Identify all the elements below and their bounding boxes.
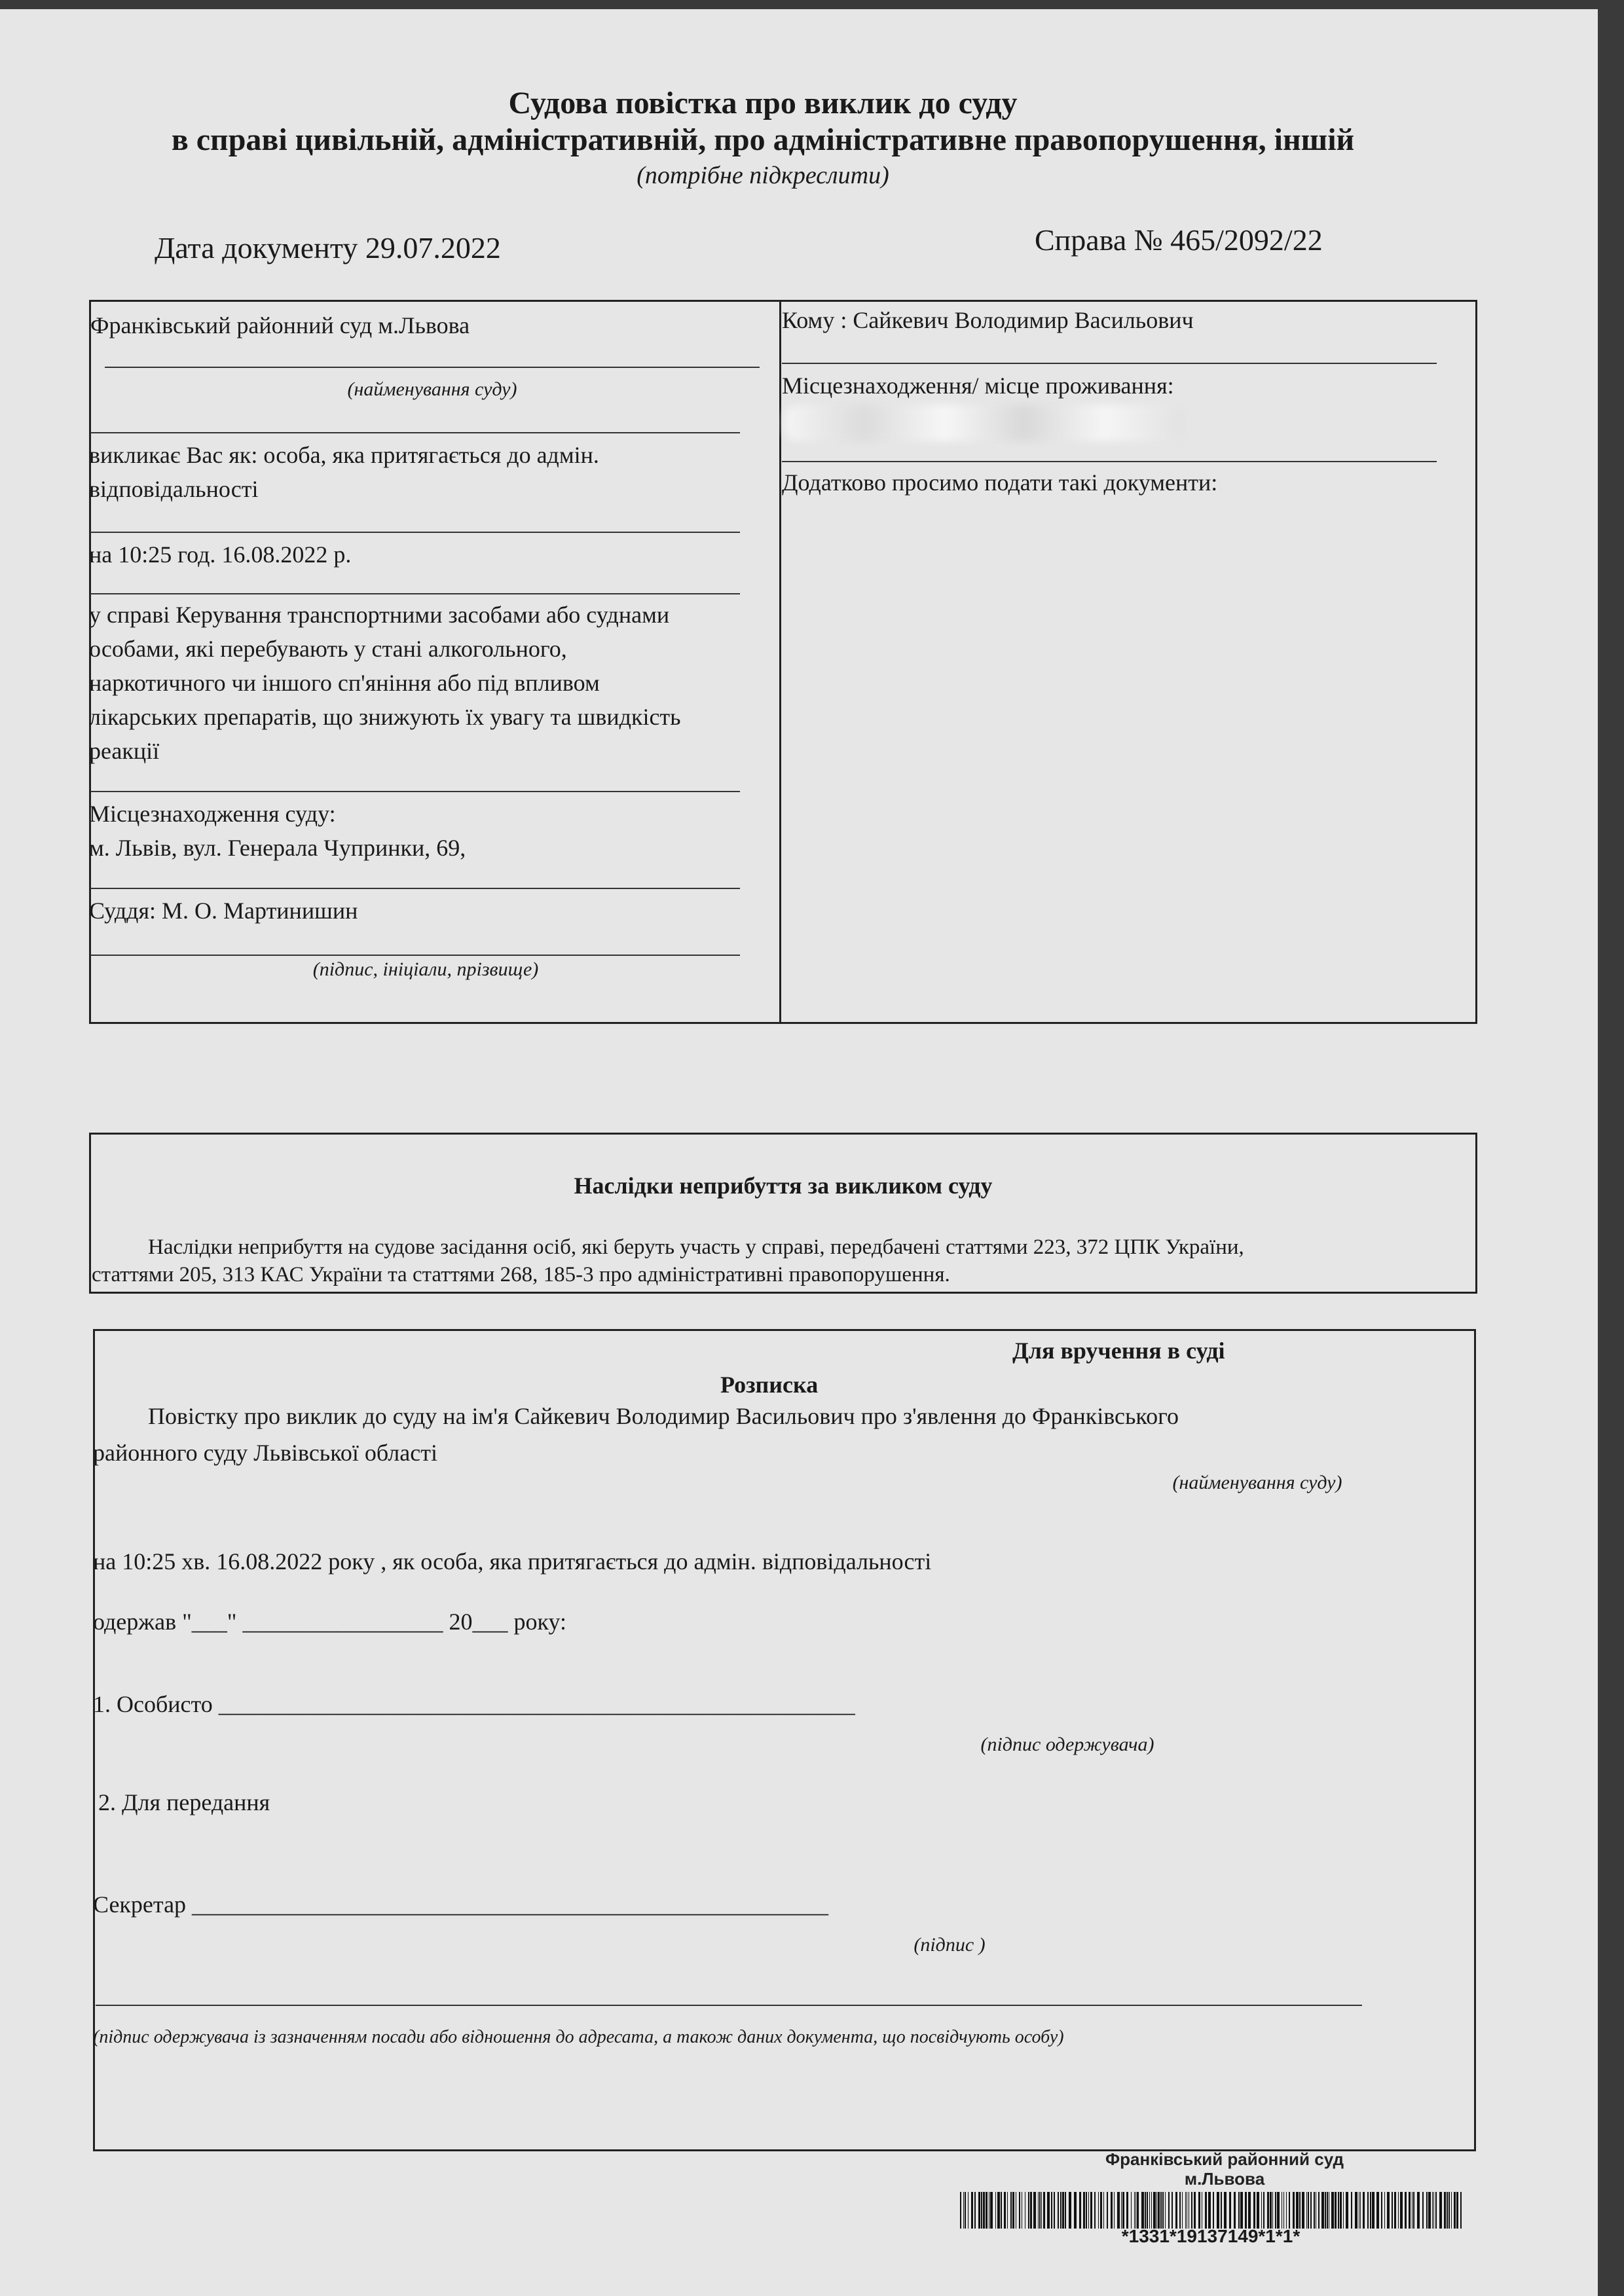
barcode-bar — [1422, 2192, 1424, 2229]
barcode-bar — [1283, 2192, 1284, 2229]
barcode-bar — [1151, 2192, 1152, 2229]
barcode-bar — [1094, 2192, 1096, 2229]
barcode-bar — [1306, 2192, 1307, 2229]
divider — [90, 593, 740, 594]
recipient: Кому : Сайкевич Володимир Васильович — [782, 307, 1194, 333]
barcode-bar — [1001, 2192, 1002, 2229]
barcode-bar — [1086, 2192, 1087, 2229]
barcode-bar — [1051, 2192, 1052, 2229]
divider — [782, 461, 1437, 462]
barcode-bar — [1263, 2192, 1264, 2229]
barcode-bar — [978, 2192, 980, 2229]
divider — [782, 363, 1437, 364]
redacted-address — [784, 405, 1184, 441]
barcode-bar — [1168, 2192, 1170, 2229]
barcode-bar — [1299, 2192, 1301, 2229]
case-number: Справа № 465/2092/22 — [1035, 223, 1323, 257]
barcode-bar — [1338, 2192, 1339, 2229]
recipient-signature-line — [96, 2005, 1362, 2006]
barcode-bar — [1331, 2192, 1334, 2229]
barcode-bar — [1131, 2192, 1132, 2229]
receipt-time-line: на 10:25 хв. 16.08.2022 року , як особа, яка притягається до адмін. відповідальності — [93, 1548, 932, 1575]
barcode-number: *1331*19137149*1*1* — [1121, 2226, 1301, 2246]
barcode-bar — [1325, 2192, 1326, 2229]
barcode-bar — [1060, 2192, 1061, 2229]
barcode-bar — [1238, 2192, 1240, 2229]
barcode-bar — [1121, 2192, 1122, 2229]
case-subject-line-3: наркотичного чи іншого сп'яніння або під впливом — [89, 670, 600, 696]
barcode-bar — [1041, 2192, 1042, 2229]
barcode-bar — [1447, 2192, 1448, 2229]
judge-caption: (підпис, ініціали, прізвище) — [312, 958, 539, 980]
barcode-bar — [1451, 2192, 1452, 2229]
barcode-bar — [1360, 2192, 1361, 2229]
barcode-bar — [997, 2192, 1000, 2229]
received-date-line: одержав "___" _________________ 20___ року: — [93, 1609, 567, 1635]
barcode-bar — [1351, 2192, 1352, 2229]
barcode-bar — [1346, 2192, 1348, 2229]
barcode-bar — [1293, 2192, 1295, 2229]
barcode-bar — [1205, 2192, 1207, 2229]
barcode-bar — [1318, 2192, 1320, 2229]
barcode-bar — [1435, 2192, 1437, 2229]
barcode-bar — [1224, 2192, 1227, 2229]
case-subject-line-5: реакції — [89, 738, 160, 764]
barcode-bar — [1413, 2192, 1414, 2229]
barcode-bar — [1012, 2192, 1014, 2229]
barcode-bar — [1229, 2192, 1231, 2229]
barcode-bar — [1286, 2192, 1287, 2229]
barcode-bar — [1208, 2192, 1211, 2229]
barcode-bar — [1030, 2192, 1032, 2229]
secretary-signature-line: Секретар ______________________________________________________ — [93, 1891, 829, 1918]
barcode-bar — [1449, 2192, 1450, 2229]
barcode-bar — [1038, 2192, 1039, 2229]
barcode-bar — [1141, 2192, 1144, 2229]
barcode-bar — [1198, 2192, 1200, 2229]
personal-signature-line: 1. Особисто ______________________________________________________ — [93, 1691, 855, 1717]
title-line-1: Судова повістка про виклик до суду — [508, 86, 1018, 120]
barcode-bar — [1100, 2192, 1102, 2229]
barcode-bar — [1392, 2192, 1393, 2229]
barcode-bar — [1137, 2192, 1139, 2229]
barcode-bar — [1245, 2192, 1247, 2229]
barcode-bar — [1135, 2192, 1136, 2229]
barcode-bar — [1433, 2192, 1434, 2229]
case-subject-line-1: у справі Керування транспортними засобами або суднами — [89, 602, 670, 628]
barcode-bar — [1039, 2192, 1041, 2229]
barcode-bar — [1456, 2192, 1458, 2229]
barcode-bar — [1175, 2192, 1177, 2229]
barcode-bar — [1454, 2192, 1456, 2229]
barcode-bar — [1314, 2192, 1315, 2229]
divider — [90, 888, 740, 889]
barcode-bar — [1400, 2192, 1403, 2229]
residence-label: Місцезнаходження/ місце проживання: — [782, 373, 1174, 399]
court-stamp-line-2: м.Львова — [1184, 2169, 1265, 2189]
barcode-bar — [1033, 2192, 1036, 2229]
title-line-2: в справі цивільній, адміністративній, про адміністративне правопорушення, іншій — [171, 122, 1355, 157]
court-stamp — [1087, 2149, 1362, 2189]
barcode-bar — [1308, 2192, 1309, 2229]
barcode-bar — [1182, 2192, 1183, 2229]
summons-as-line-1: викликає Вас як: особа, яка притягається до адмін. — [89, 442, 599, 468]
barcode-bar — [1111, 2192, 1113, 2229]
barcode-bar — [1172, 2192, 1173, 2229]
court-name-caption: (найменування суду) — [347, 378, 517, 400]
divider — [90, 955, 740, 956]
barcode-bar — [1043, 2192, 1045, 2229]
divider — [90, 791, 740, 792]
receipt-line-2: районного суду Львівської області — [93, 1440, 437, 1466]
barcode-bar — [1162, 2192, 1164, 2229]
barcode-bar — [1376, 2192, 1379, 2229]
barcode-bar — [1363, 2192, 1365, 2229]
barcode-bar — [1103, 2192, 1104, 2229]
barcode-bar — [1145, 2192, 1146, 2229]
barcode-bar — [1417, 2192, 1420, 2229]
barcode-bar — [1117, 2192, 1120, 2229]
barcode-bar — [981, 2192, 982, 2229]
barcode-bar — [974, 2192, 976, 2229]
court-location-label: Місцезнаходження суду: — [89, 801, 336, 827]
barcode-bar — [1126, 2192, 1128, 2229]
case-subject-line-2: особами, які перебувають у стані алкогольного, — [89, 636, 567, 662]
barcode-bar — [1261, 2192, 1262, 2229]
transfer-label: 2. Для передання — [98, 1789, 270, 1815]
barcode-bar — [1428, 2192, 1431, 2229]
barcode — [960, 2192, 1462, 2229]
barcode-bar — [1083, 2192, 1085, 2229]
barcode-bar — [1405, 2192, 1407, 2229]
barcode-bar — [1270, 2192, 1272, 2229]
secretary-signature-caption: (підпис ) — [913, 1934, 986, 1956]
barcode-bar — [1296, 2192, 1299, 2229]
barcode-bar — [1444, 2192, 1446, 2229]
barcode-bar — [995, 2192, 996, 2229]
barcode-bar — [1384, 2192, 1385, 2229]
barcode-bar — [1098, 2192, 1099, 2229]
barcode-bar — [1234, 2192, 1236, 2229]
barcode-bar — [1240, 2192, 1243, 2229]
barcode-bar — [1079, 2192, 1081, 2229]
barcode-bar — [1004, 2192, 1006, 2229]
barcode-bar — [1158, 2192, 1160, 2229]
barcode-bar — [1191, 2192, 1192, 2229]
barcode-bar — [1409, 2192, 1411, 2229]
barcode-bar — [1160, 2192, 1162, 2229]
barcode-bar — [1213, 2192, 1214, 2229]
barcode-bar — [1394, 2192, 1396, 2229]
barcode-bar — [971, 2192, 973, 2229]
barcode-bar — [1372, 2192, 1375, 2229]
barcode-bar — [1340, 2192, 1342, 2229]
consequences-title: Наслідки неприбуття за викликом суду — [574, 1173, 993, 1199]
barcode-bar — [1387, 2192, 1390, 2229]
barcode-bar — [1398, 2192, 1399, 2229]
barcode-bar — [1153, 2192, 1156, 2229]
barcode-bar — [1289, 2192, 1290, 2229]
barcode-bar — [1355, 2192, 1357, 2229]
barcode-bar — [1253, 2192, 1255, 2229]
court-name-line — [105, 367, 760, 368]
barcode-bar — [1370, 2192, 1371, 2229]
barcode-bar — [1321, 2192, 1324, 2229]
barcode-bar — [1058, 2192, 1059, 2229]
barcode-bar — [1122, 2192, 1124, 2229]
barcode-bar — [1149, 2192, 1150, 2229]
barcode-bar — [1217, 2192, 1219, 2229]
barcode-bar — [1069, 2192, 1071, 2229]
barcode-bar — [1156, 2192, 1157, 2229]
court-location-value: м. Львів, вул. Генерала Чупринки, 69, — [89, 835, 466, 861]
summons-box-divider — [779, 300, 781, 1024]
barcode-bar — [1047, 2192, 1050, 2229]
barcode-bar — [1302, 2192, 1304, 2229]
title-note: (потрібне підкреслити) — [637, 162, 889, 189]
receipt-court-caption: (найменування суду) — [1172, 1472, 1342, 1493]
barcode-bar — [1107, 2192, 1108, 2229]
barcode-bar — [1257, 2192, 1259, 2229]
barcode-bar — [1194, 2192, 1196, 2229]
barcode-bar — [983, 2192, 985, 2229]
document-date: Дата документу 29.07.2022 — [155, 231, 501, 264]
barcode-bar — [1248, 2192, 1251, 2229]
court-stamp-line-1: Франківський районний суд — [1105, 2149, 1344, 2169]
barcode-bar — [965, 2192, 966, 2229]
barcode-bar — [963, 2192, 964, 2229]
barcode-bar — [1010, 2192, 1012, 2229]
barcode-bar — [1277, 2192, 1280, 2229]
barcode-bar — [1062, 2192, 1064, 2229]
barcode-bar — [968, 2192, 969, 2229]
receipt-line-1: Повістку про виклик до суду на ім'я Сайкевич Володимир Васильович про з'явлення до Франківського — [148, 1403, 1179, 1429]
barcode-bar — [1054, 2192, 1055, 2229]
barcode-bar — [1439, 2192, 1442, 2229]
barcode-bar — [1007, 2192, 1008, 2229]
summons-as-line-2: відповідальності — [89, 476, 259, 502]
barcode-bar — [1114, 2192, 1115, 2229]
barcode-bar — [1272, 2192, 1273, 2229]
recipient-signature-caption: (підпис одержувача із зазначенням посади або відношення до адресата, а також даних документа, що посвідчують особу) — [93, 2027, 1064, 2047]
barcode-bar — [1065, 2192, 1066, 2229]
divider — [90, 432, 740, 433]
barcode-bar — [1275, 2192, 1276, 2229]
court-name: Франківський районний суд м.Львова — [90, 312, 470, 338]
consequences-line-1: Наслідки неприбуття на судове засідання осіб, які беруть участь у справі, передбачені статтями 223, 372 ЦПК України, — [148, 1235, 1244, 1259]
delivery-label: Для вручення в суді — [1012, 1338, 1225, 1364]
hearing-time: на 10:25 год. 16.08.2022 р. — [89, 541, 352, 568]
barcode-bar — [1019, 2192, 1020, 2229]
barcode-bar — [1426, 2192, 1428, 2229]
barcode-bar — [1134, 2192, 1135, 2229]
barcode-bar — [990, 2192, 993, 2229]
barcode-bar — [1074, 2192, 1077, 2229]
barcode-bar — [1221, 2192, 1222, 2229]
barcode-bar — [1335, 2192, 1337, 2229]
barcode-bar — [1179, 2192, 1181, 2229]
barcode-bar — [986, 2192, 987, 2229]
barcode-bar — [1310, 2192, 1312, 2229]
barcode-bar — [1267, 2192, 1269, 2229]
barcode-bar — [1432, 2192, 1433, 2229]
barcode-bar — [1028, 2192, 1029, 2229]
receipt-title: Розписка — [720, 1372, 819, 1398]
barcode-bar — [1185, 2192, 1186, 2229]
barcode-bar — [1381, 2192, 1382, 2229]
judge-name: Суддя: М. О. Мартинишин — [89, 898, 358, 924]
barcode-bar — [960, 2192, 961, 2229]
barcode-bar — [1343, 2192, 1344, 2229]
documents-label: Додатково просимо подати такі документи: — [782, 469, 1218, 496]
case-subject-line-4: лікарських препаратів, що знижують їх увагу та швидкість — [89, 704, 681, 730]
barcode-bar — [1147, 2192, 1148, 2229]
consequences-line-2: статтями 205, 313 КАС України та статтями 268, 185-3 про адміністративні правопорушення. — [92, 1263, 950, 1286]
barcode-bar — [1367, 2192, 1369, 2229]
personal-signature-caption: (підпис одержувача) — [980, 1734, 1154, 1755]
barcode-bar — [1090, 2192, 1092, 2229]
barcode-bar — [1165, 2192, 1166, 2229]
barcode-bar — [1327, 2192, 1328, 2229]
divider — [90, 532, 740, 533]
barcode-bar — [1088, 2192, 1089, 2229]
barcode-bar — [1460, 2192, 1462, 2229]
